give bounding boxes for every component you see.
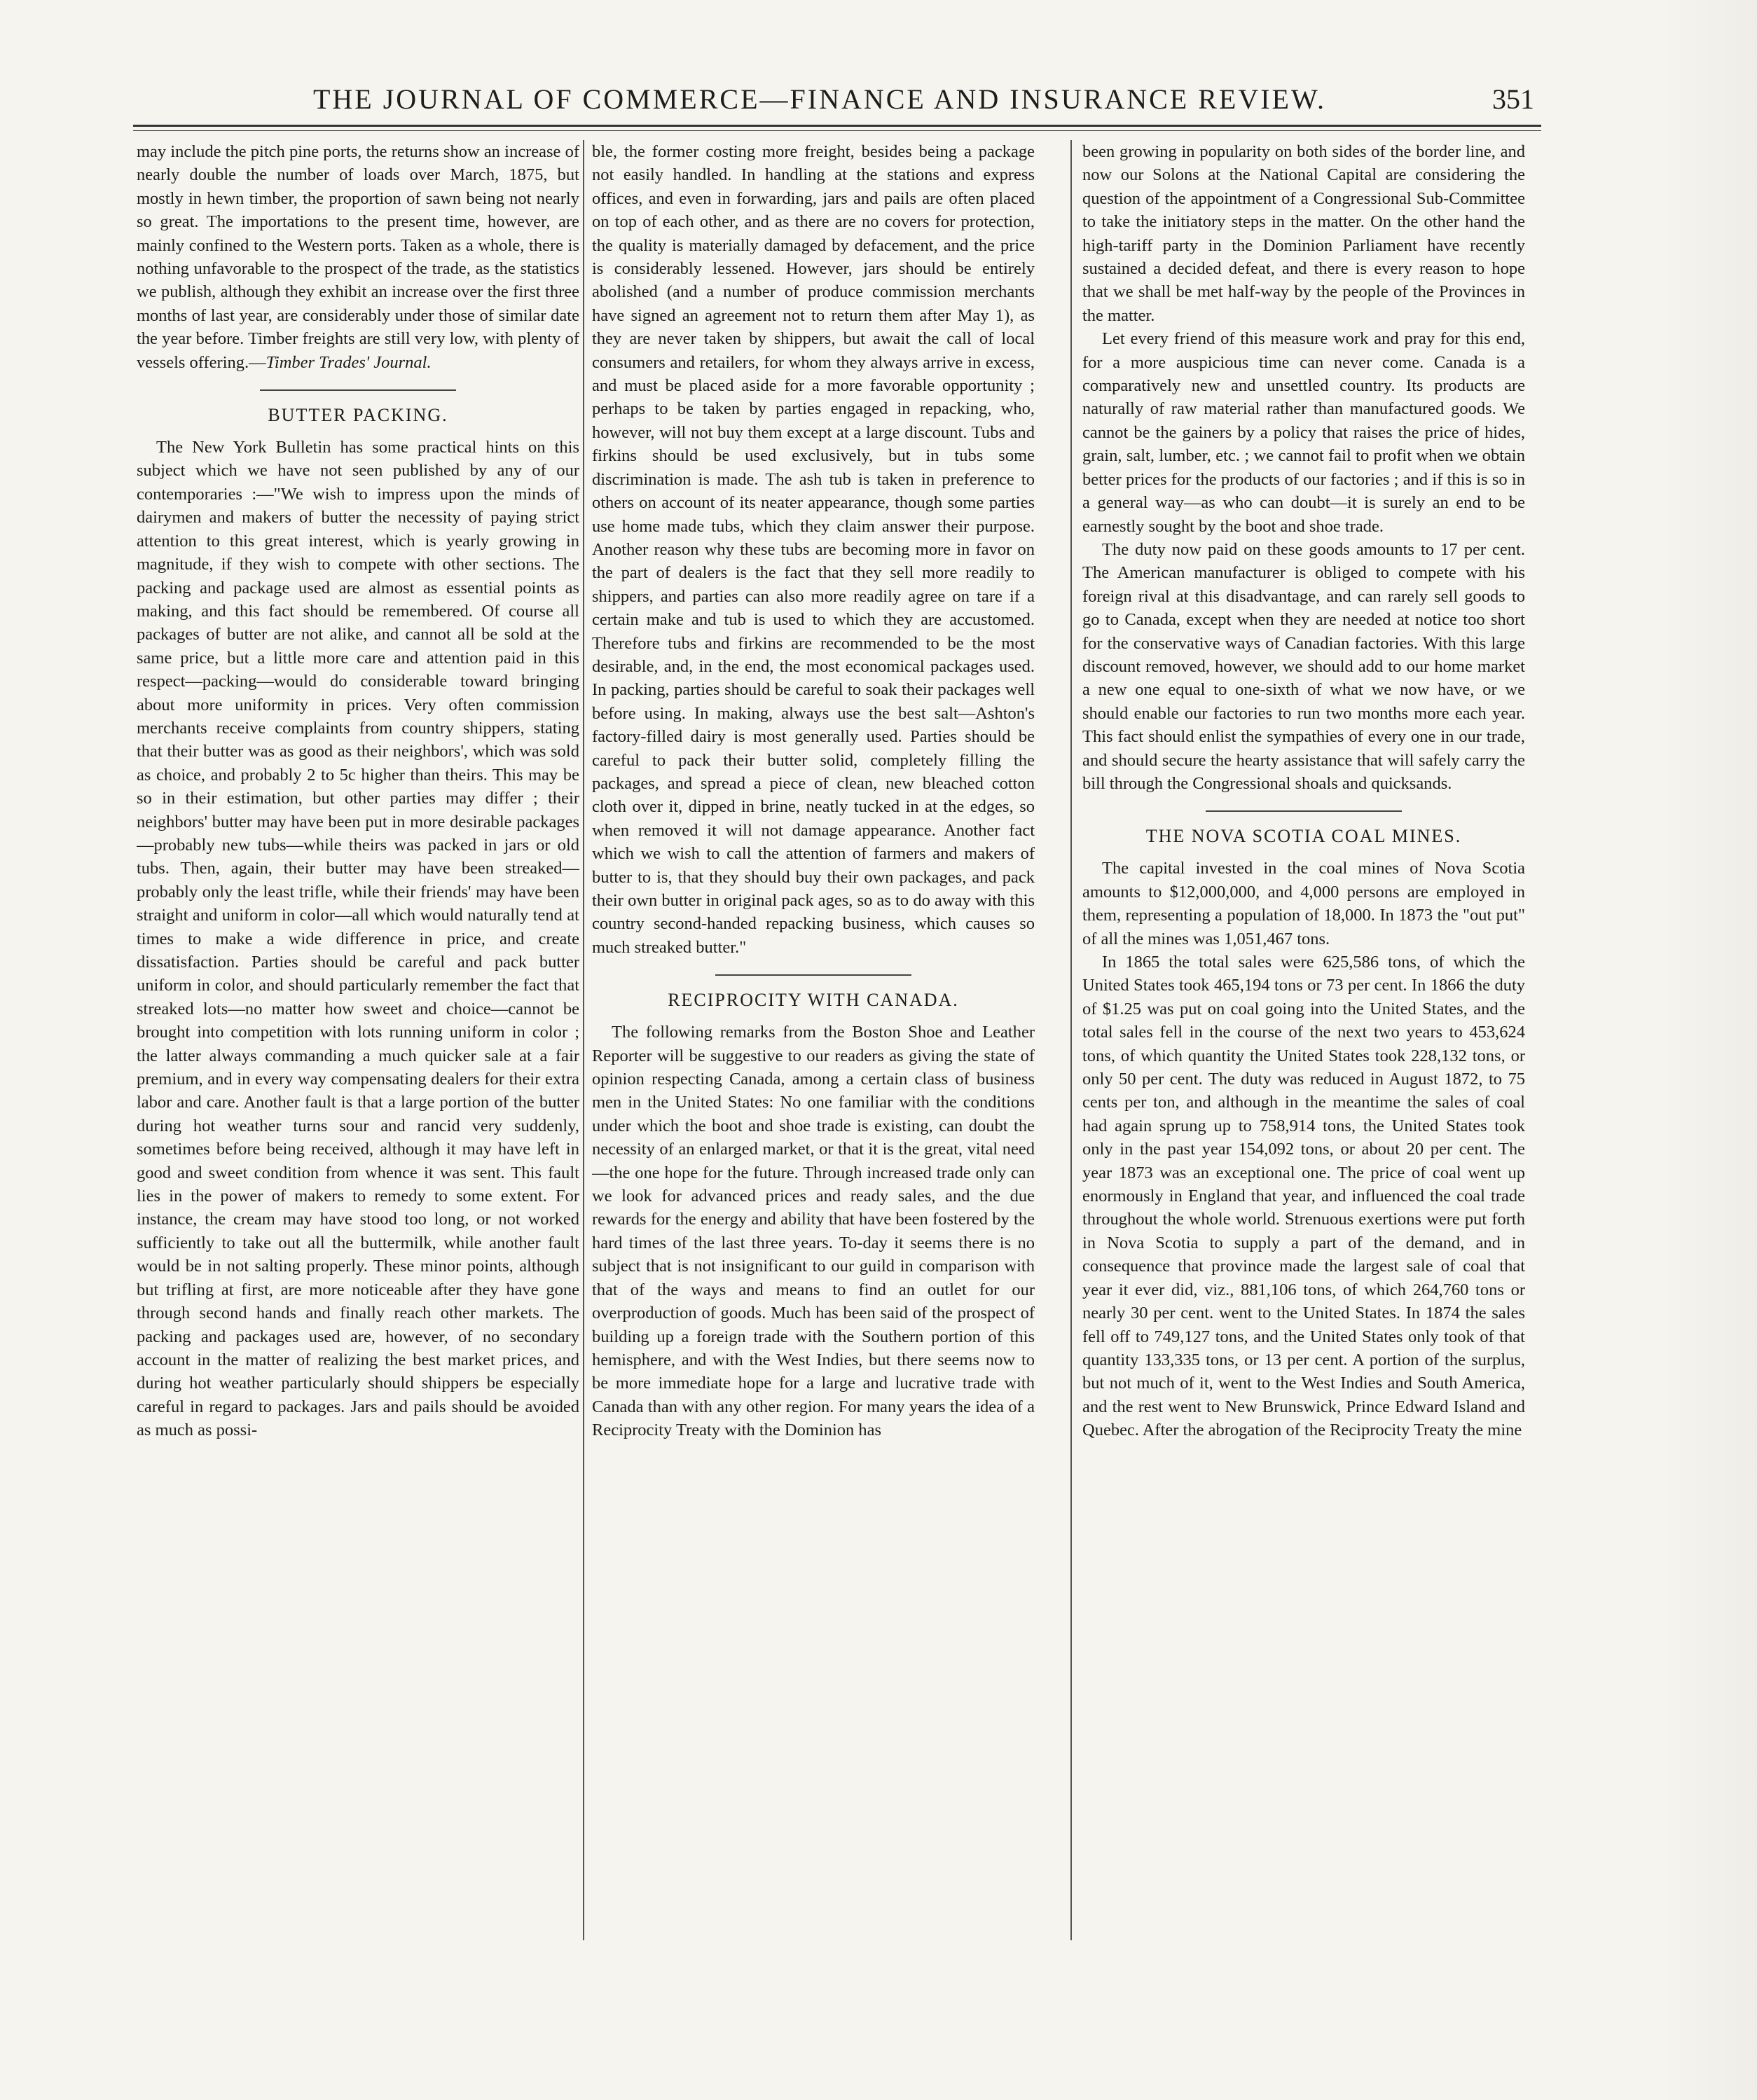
running-header	[133, 76, 1541, 125]
reciprocity-heading: RECIPROCITY WITH CANADA.	[668, 990, 959, 1011]
header-rule-thin	[133, 130, 1541, 131]
butter-packing-heading: BUTTER PACKING.	[268, 405, 448, 426]
timber-trade-paragraph	[137, 140, 579, 374]
coal-mines-heading: THE NOVA SCOTIA COAL MINES.	[1145, 826, 1462, 847]
header-rule	[133, 125, 1541, 127]
reciprocity-paragraph: The following remarks from the Boston Shoe and Leather Reporter will be suggestive to our readers as giving the state of opinion respecting Canada, among a certain class of business men in the United States: No one familiar with the conditions under which the boot and shoe trade is existing, can doubt the necessity of an enlarged market, or that it is the great, vital need—the one hope for the future. Through increased trade only can we look for advanced prices and ready sales, and the due rewards for the energy and ability that have been fostered by the hard times of the last three years. To-day it seems there is no subject that is not insignificant to our guild in comparison with that of the ways and means to find an outlet for our overproduction of goods. Much has been said of the prospect of building up a foreign trade with the Southern portion of this hemisphere, and with the West Indies, but there seems now to be more immediate hope for a large and lucrative trade with Canada than with any other region. For many years the idea of a Reciprocity Treaty with the Dominion has	[592, 1023, 1035, 1440]
coal-mines-paragraph-2: In 1865 the total sales were 625,586 tons, of which the United States took 465,194 tons or 73 per cent. In 1866 the duty of $1.25 was put on coal going into the United States, and the total sales fell in the course of the next two years to 453,624 tons, of which quantity the United States took 228,132 tons, or only 50 per cent. The duty was reduced in August 1872, to 75 cents per ton, and although in the meantime the sales of coal had again sprung up to 758,914 tons, the United States took only in the past year 154,092 tons, or about 20 per cent. The year 1873 was an exceptional one. The price of coal went up enormously in England that year, and influenced the coal trade throughout the whole world. Strenuous exertions were put forth in Nova Scotia to supply a part of the demand, and in consequence that province made the largest sale of coal that year it ever did, viz., 881,106 tons, of which 264,760 tons or nearly 30 per cent. went to the United States. In 1874 the sales fell off to 749,127 tons, and the United States only took of that quantity 133,335 tons, or 13 per cent. A portion of the surplus, but not much of it, went to the West Indies and South America, and the rest went to New Brunswick, Prince Edward Island and Quebec. After the abrogation of the Reciprocity Treaty the mine	[1082, 953, 1525, 1440]
section-rule	[260, 389, 456, 391]
coal-mines-paragraph-1: The capital invested in the coal mines of Nova Scotia amounts to $12,000,000, and 4,000 persons are employed in them, representing a population of 18,000. In 1873 the "out put" of all the mines was 1,051,467 tons.	[1082, 859, 1525, 948]
timber-trade-text: may include the pitch pine ports, the returns show an increase of nearly double the number of loads over March, 1875, but mostly in hewn timber, the proportion of sawn being not nearly so great. The importations to the present time, however, are mainly confined to the Western ports. Taken as a whole, there is nothing unfavorable to the prospect of the trade, as the statistics we publish, although they exhibit an increase over the first three months of last year, are considerably under those of similar date the year before. Timber freights are still very low, with plenty of vessels offering.—	[137, 142, 579, 372]
reciprocity-continued: been growing in popularity on both sides of the border line, and now our Solons at the National Capital are considering the question of the appointment of a Congressional Sub-Committee to take the initiatory steps in the matter. On the other hand the high-tariff party in the Dominion Parliament have recently sustained a decided defeat, and there is every reason to hope that we shall be met half-way by the people of the Provinces in the matter.	[1082, 142, 1525, 325]
section-rule	[715, 974, 911, 976]
section-rule	[1206, 810, 1402, 812]
timber-trade-source: Timber Trades' Journal.	[266, 352, 432, 372]
journal-title: THE JOURNAL OF COMMERCE—FINANCE AND INSURANCE REVIEW.	[312, 83, 1327, 115]
butter-packing-continued: ble, the former costing more freight, besides being a package not easily handled. In handling at the stations and express offices, and even in forwarding, jars and pails are often placed on top of each other, and as there are no covers for protection, the quality is materially damaged by defacement, and the price is considerably lessened. However, jars should be entirely abolished (and a number of produce commission merchants have signed an agreement not to return them after May 1), as they are never taken by shippers, but await the call of local consumers and retailers, for whom they always arrive in excess, and must be placed aside for a more favorable opportunity ; perhaps to be taken by parties engaged in repacking, who, however, will not buy them except at a large discount. Tubs and firkins should be used exclusively, but in tubs some discrimination is made. The ash tub is taken in preference to others on account of its neater appearance, though some parties use home made tubs, which they claim answer their purpose. Another reason why these tubs are becoming more in favor on the part of dealers is the fact that they sell more readily to shippers, and parties can also more readily agree on tare if a certain make and tub is used to which they are accustomed. Therefore tubs and firkins are recommended to be the most desirable, and, in the end, the most economical packages used. In packing, parties should be careful to soak their packages well before using. In making, always use the best salt—Ashton's factory-filled dairy is most generally used. Parties should be careful to pack their butter solid, completely filling the packages, and spread a piece of clean, new bleached cotton cloth over it, dipped in brine, neatly tucked in at the edges, so when removed it will not damage appearance. Another fact which we wish to call the attention of farmers and makers of butter to is, that they should buy their own packages, and pack their own butter in original pack ages, so as to do away with this country second-handed repacking business, which causes so much streaked butter."	[592, 142, 1035, 957]
column-divider	[1070, 140, 1072, 1940]
column-2	[592, 140, 1035, 1961]
page-number: 351	[1492, 83, 1534, 115]
reciprocity-paragraph-2: Let every friend of this measure work and pray for this end, for a more auspicious time can never come. Canada is a comparatively new and unsettled country. Its products are naturally of raw material rather than manufactured goods. We cannot be the gainers by a policy that raises the price of hides, grain, salt, lumber, etc. ; we cannot fail to profit when we obtain better prices for the products of our factories ; and if this is so in a general way—as who can doubt—it is surely an end to be earnestly sought by the boot and shoe trade.	[1082, 329, 1525, 536]
page-edge-shading	[1659, 0, 1757, 2100]
reciprocity-paragraph-3: The duty now paid on these goods amounts to 17 per cent. The American manufacturer is obliged to compete with his foreign rival at this disadvantage, and can rarely sell goods to go to Canada, except when they are needed at notice too short for the conservative ways of Canadian factories. With this large discount removed, however, we should add to our home market a new one equal to one-sixth of what we now have, or we should enable our factories to run two months more each year. This fact should enlist the sympathies of every one in our trade, and should secure the hearty assistance that will safely carry the bill through the Congressional shoals and quicksands.	[1082, 539, 1525, 793]
butter-packing-paragraph: The New York Bulletin has some practical hints on this subject which we have not seen published by any of our contemporaries :—"We wish to impress upon the minds of dairymen and makers of butter the necessity of paying strict attention to this great interest, which is yearly growing in magnitude, if they wish to compete with other sections. The packing and package used are almost as essential points as making, and this fact should be remembered. Of course all packages of butter are not alike, and cannot all be sold at the same price, but a little more care and attention paid in this respect—packing—would do considerable toward bringing about more uniformity in prices. Very often commission merchants receive complaints from country shippers, stating that their butter was as good as their neighbors', which was sold as choice, and probably 2 to 5c higher than theirs. This may be so in their estimation, but other parties may differ ; their neighbors' butter may have been put in more desirable packages—probably new tubs—while theirs was packed in jars or old tubs. Then, again, their butter may have been streaked—probably only the least trifle, while their friends' may have been straight and uniform in color—all which would naturally tend at times to make a wide difference in price, and create dissatisfaction. Parties should be careful and pack butter uniform in color, and should particularly remember the fact that streaked lots—no matter how sweet and choice—cannot be brought into competition with lots running uniform in color ; the latter always commanding a much quicker sale at a fair premium, and in every way compensating dealers for their extra labor and care. Another fault is that a large portion of the butter during hot weather turns sour and rancid very suddenly, sometimes before being received, although it may have left in good and sweet condition from whence it was sent. This fault lies in the power of makers to remedy to some extent. For instance, the cream may have stood too long, or not worked sufficiently to take out all the buttermilk, while another fault would be in not salting properly. These minor points, although but trifling at first, are more noticeable after they have gone through second hands and finally reach other markets. The packing and packages used are, however, of no secondary account in the matter of realizing the best market prices, and during hot weather particularly should shippers be especially careful in regard to packages. Jars and pails should be avoided as much as possi-	[137, 438, 579, 1440]
column-divider	[583, 140, 584, 1940]
column-3	[1082, 140, 1525, 1961]
column-1	[137, 140, 579, 1961]
